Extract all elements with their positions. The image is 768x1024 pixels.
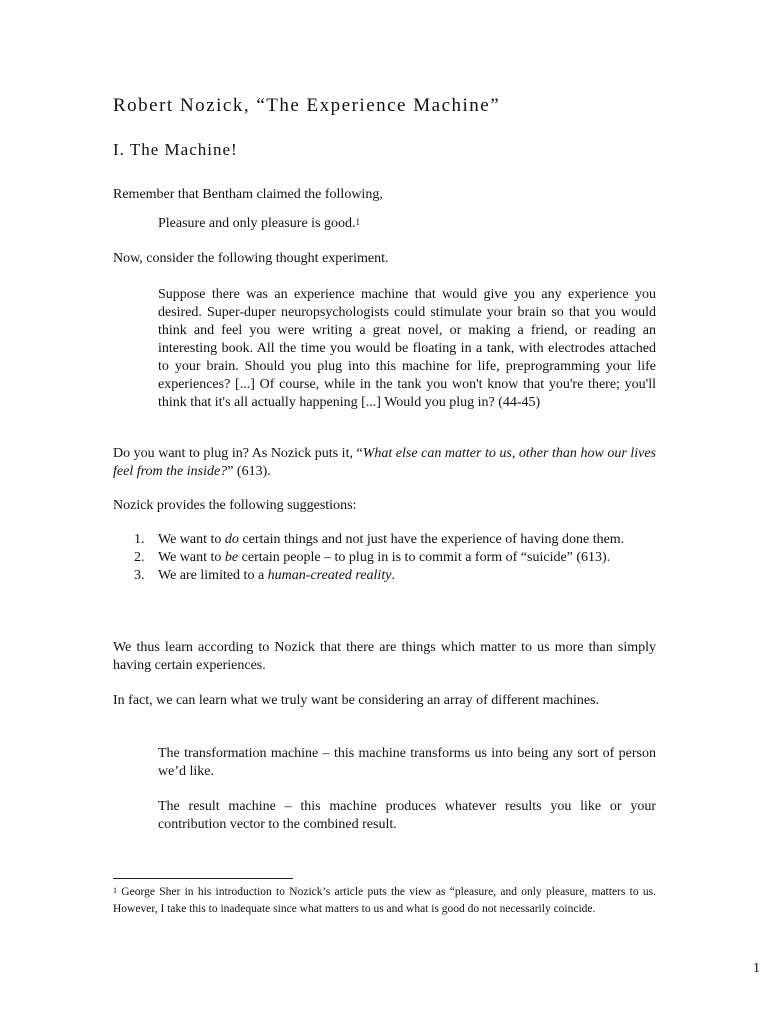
list-item-number: 2. [134, 550, 145, 565]
nozick-quote: Suppose there was an experience machine that would give you any experience you desired. Super-duper neuropsychologists could stimulate your brain so that you would think and feel you were writing a great novel, or making a friend, or reading an interesting book. All the time you would be floating in a tank, with electrodes attached to your brain. Should you plug into this machine for life, preprogramming your life experiences? [...] Of course, while in the tank you won't know that you're there; you'll think that it's all actually happening [...] Would you plug in? (44-45) [158, 287, 656, 410]
suggestions-list [113, 531, 656, 585]
footnote [113, 884, 656, 918]
plug-in-italic-quote: What else can matter to us, other than how our lives feel from the inside? [113, 446, 656, 479]
plug-in-text-before: Do you want to plug in? As Nozick puts it, “ [113, 446, 363, 461]
consider-paragraph: Now, consider the following thought experiment. [113, 251, 389, 266]
list-item [113, 531, 656, 549]
list-item-italic: do [224, 532, 239, 547]
list-item-italic: be [224, 550, 239, 565]
list-item-text-after: certain things and not just have the experience of having done them. [238, 532, 625, 547]
list-item-number: 1. [134, 532, 145, 547]
list-item-text-before: We want to [158, 550, 225, 565]
list-item-text-after: certain people – to plug in is to commit a form of “suicide” (613). [238, 550, 611, 565]
plug-in-text-after: ” (613). [227, 464, 271, 479]
footnote-marker: 1 [113, 886, 117, 895]
section-heading: I. The Machine! [113, 140, 238, 159]
suggestions-paragraph: Nozick provides the following suggestions: [113, 498, 357, 513]
footnote-reference: 1 [355, 217, 361, 227]
list-item [113, 549, 656, 567]
list-item-number: 3. [134, 568, 145, 583]
list-item-text-after: . [391, 568, 395, 583]
transformation-machine-quote: The transformation machine – this machine transforms us into being any sort of person we’d like. [158, 746, 656, 779]
footnote-text: George Sher in his introduction to Nozick’s article puts the view as “pleasure, and only pleasure, matters to us. However, I take this to inadequate since what matters to us and what is good do not necessarily coincide. [113, 886, 656, 915]
bentham-quote-text: Pleasure and only pleasure is good. [158, 216, 356, 231]
intro-paragraph: Remember that Bentham claimed the following, [113, 187, 383, 202]
fact-paragraph: In fact, we can learn what we truly want be considering an array of different machines. [113, 693, 600, 708]
plug-in-paragraph [113, 445, 656, 481]
result-machine-quote: The result machine – this machine produces whatever results you like or your contribution vector to the combined result. [158, 799, 656, 832]
list-item [113, 567, 656, 585]
list-item-text-before: We are limited to a [158, 568, 268, 583]
list-item-italic: human-created reality [267, 568, 392, 583]
document-title: Robert Nozick, “The Experience Machine” [113, 95, 501, 116]
bentham-quote [158, 215, 656, 233]
footnote-divider [113, 878, 293, 879]
list-item-text-before: We want to [158, 532, 225, 547]
learn-paragraph: We thus learn according to Nozick that there are things which matter to us more than simply having certain experiences. [113, 640, 656, 673]
page-number: 1 [753, 961, 760, 976]
